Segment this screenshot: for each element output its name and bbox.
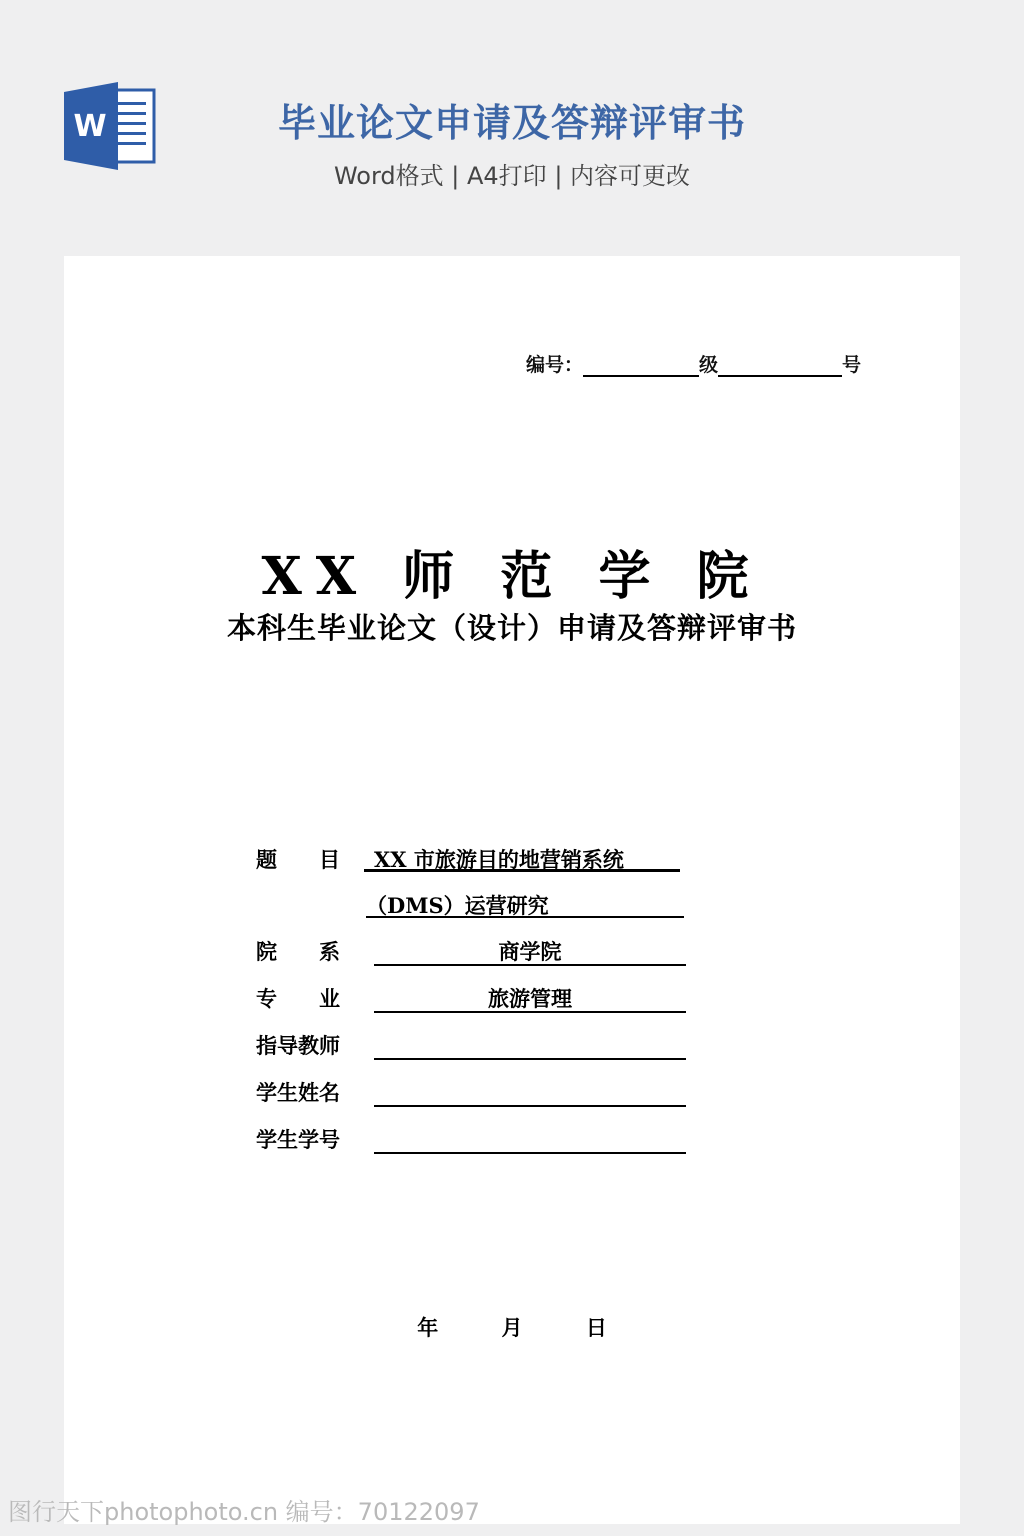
field-value[interactable]: XX 市旅游目的地营销系统 (364, 844, 680, 872)
watermark: 图行天下photophoto.cn 编号：70122097 (8, 1498, 480, 1526)
serial-year-blank[interactable] (583, 355, 699, 377)
document-page (64, 256, 960, 1524)
field-label: 院 系 (256, 939, 340, 964)
field-value[interactable]: （DMS）运营研究 (366, 890, 684, 918)
field-value[interactable]: 商学院 (374, 936, 686, 966)
document-title: 本科生毕业论文（设计）申请及答辩评审书 (226, 611, 797, 645)
date-day: 日 (585, 1315, 607, 1340)
field-value[interactable] (374, 1030, 686, 1060)
serial-number-blank[interactable] (718, 355, 842, 377)
field-label: 学生姓名 (256, 1080, 340, 1105)
banner-title: 毕业论文申请及答辩评审书 (277, 101, 746, 145)
serial-label: 编号： (526, 354, 584, 376)
serial-number-row (526, 350, 861, 377)
word-icon-letter: W (73, 109, 107, 144)
field-value[interactable] (374, 1077, 686, 1107)
field-label: 学生学号 (256, 1127, 340, 1152)
date-row (64, 1312, 960, 1342)
date-month: 月 (501, 1315, 523, 1340)
school-name: XX 师 范 学 院 (261, 546, 763, 607)
banner-subtitle: Word格式 | A4打印 | 内容可更改 (333, 162, 691, 190)
field-label: 指导教师 (256, 1033, 340, 1058)
field-label: 专 业 (256, 986, 340, 1011)
field-value[interactable] (374, 1124, 686, 1154)
field-label: 题 目 (256, 847, 340, 872)
serial-end-label: 号 (842, 354, 862, 376)
date-year: 年 (417, 1315, 439, 1340)
serial-grade-label: 级 (699, 354, 719, 376)
field-value[interactable]: 旅游管理 (374, 983, 686, 1013)
